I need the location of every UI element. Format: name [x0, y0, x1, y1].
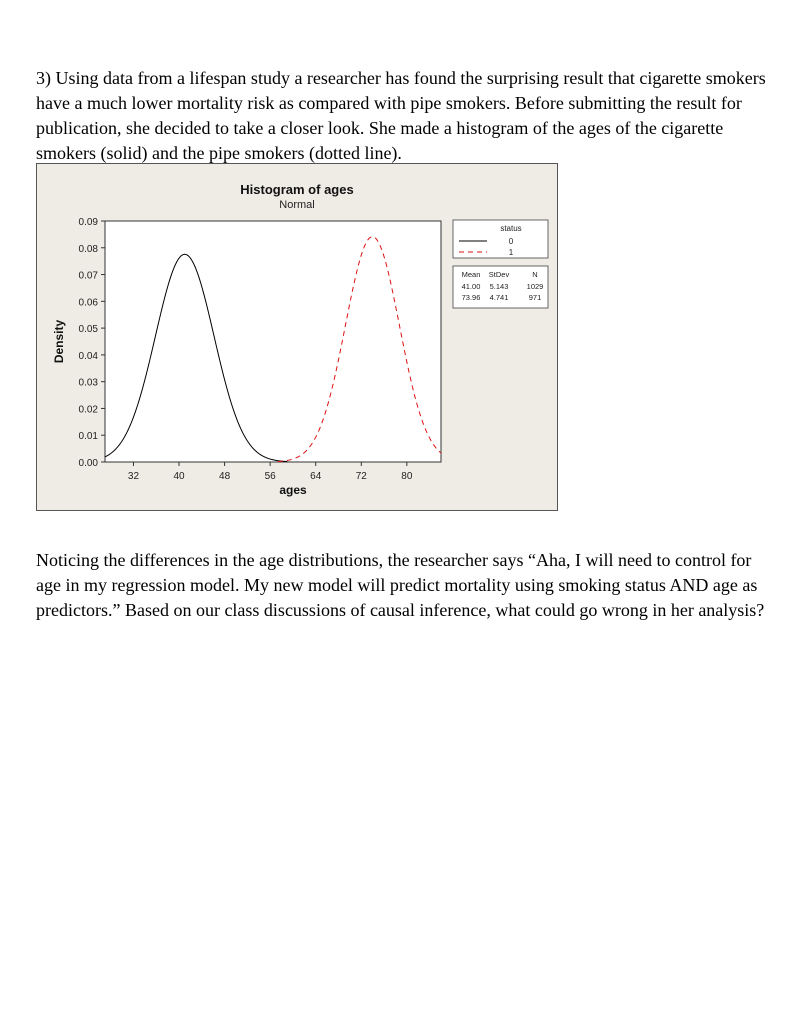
- chart-subtitle: Normal: [279, 199, 315, 211]
- stats-header: StDev: [488, 270, 510, 279]
- x-tick-label: 32: [127, 471, 140, 482]
- y-tick-label: 0.08: [78, 243, 98, 255]
- y-axis-label: Density: [52, 319, 66, 364]
- chart-svg: [37, 164, 557, 510]
- y-tick-label: 0.09: [78, 217, 98, 228]
- stats-cell: 5.143: [489, 282, 509, 291]
- question-followup: Noticing the differences in the age distributions, the researcher says “Aha, I will need to control for age in my regression model. My new model will predict mortality using smoking status AND age as predictors.” Based on our class discussions of causal inference, what could go wrong in her analysis?: [36, 550, 765, 620]
- histogram-figure: [36, 163, 558, 511]
- x-tick-label: 48: [219, 471, 231, 482]
- x-axis-label: ages: [279, 483, 307, 497]
- stats-header: N: [532, 270, 538, 279]
- stats-header: Mean: [461, 270, 481, 279]
- y-tick-label: 0.00: [78, 458, 98, 469]
- y-tick-label: 0.01: [78, 431, 98, 443]
- x-tick-label: 40: [173, 471, 185, 482]
- legend-title: status: [500, 224, 522, 233]
- y-tick-label: 0.02: [78, 404, 98, 416]
- y-tick-label: 0.05: [78, 324, 98, 336]
- y-tick-label: 0.06: [78, 297, 98, 309]
- stats-cell: 4.741: [489, 293, 509, 302]
- y-tick-label: 0.07: [78, 270, 98, 282]
- x-tick-label: 56: [264, 471, 276, 482]
- stats-cell: 1029: [526, 282, 544, 291]
- x-tick-label: 64: [310, 471, 322, 482]
- stats-cell: 971: [528, 293, 542, 302]
- y-tick-label: 0.03: [78, 377, 98, 389]
- x-tick-label: 80: [401, 471, 413, 482]
- question-intro: 3) Using data from a lifespan study a researcher has found the surprising result that cigarette smokers have a much lower mortality risk as compared with pipe smokers. Before submitting the result for publication, she decided to take a closer look. She made a histogram of the ages of the cigarette smokers (solid) and the pipe smokers (dotted line).: [36, 68, 766, 163]
- stats-cell: 73.96: [461, 293, 481, 302]
- y-tick-label: 0.04: [78, 350, 98, 362]
- chart-title: Histogram of ages: [240, 182, 354, 197]
- x-tick-label: 72: [355, 471, 367, 482]
- legend-label: 0: [508, 237, 514, 246]
- plot-area: [105, 221, 441, 462]
- legend-label: 1: [508, 248, 514, 257]
- stats-cell: 41.00: [461, 282, 481, 291]
